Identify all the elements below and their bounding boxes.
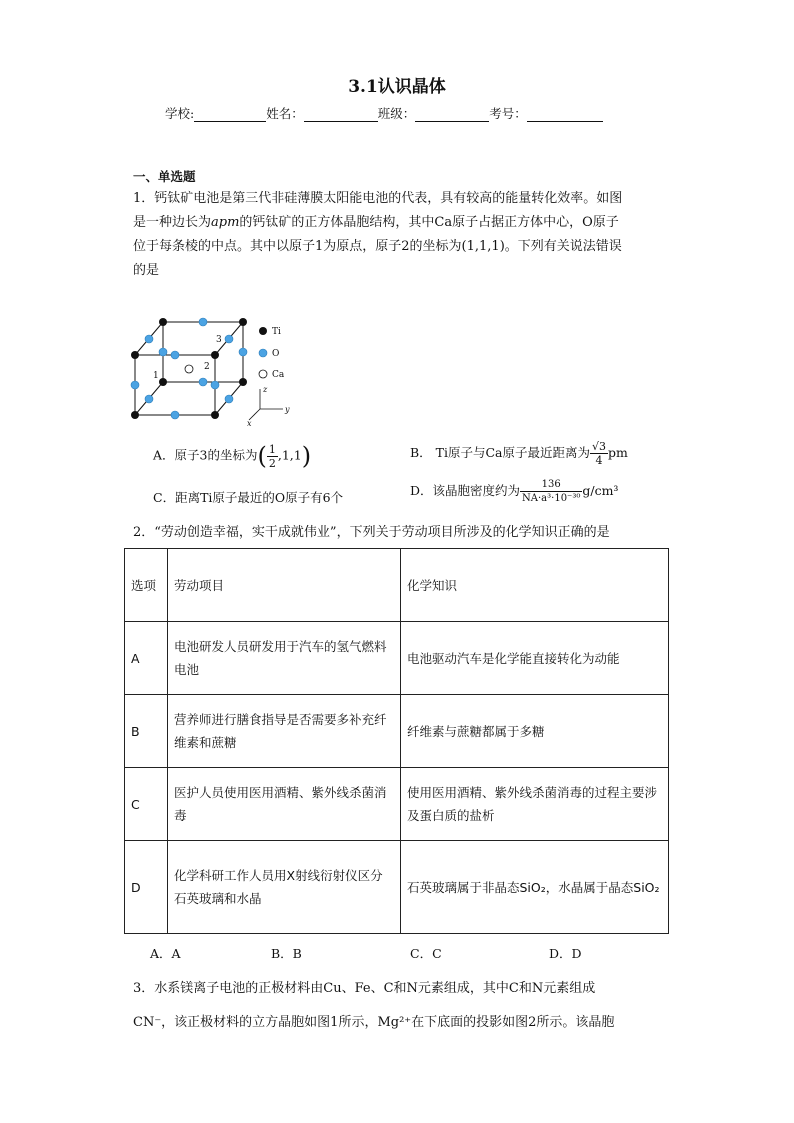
- q2-option-c[interactable]: C．C: [410, 946, 442, 961]
- question-3: [133, 972, 663, 1040]
- axis-z-label: z: [263, 385, 268, 394]
- q1-option-a-text: A．原子3的坐标为: [153, 447, 258, 463]
- q2-stem: 2．“劳动创造幸福，实干成就伟业”，下列关于劳动项目所涉及的化学知识正确的是: [133, 525, 610, 540]
- frac-numerator: 1: [268, 442, 276, 456]
- atom-label-2: 2: [204, 362, 210, 372]
- ti-atom: [239, 318, 247, 326]
- q1-option-a[interactable]: A．原子3的坐标为( $\frac{1}{2}$ ,1,1): [153, 442, 312, 470]
- page-title: 3.1认识晶体: [348, 77, 446, 97]
- q1-line2b: 的钙钛矿的正方体晶胞结构，其中Ca原子占据正方体中心，O原子: [239, 215, 619, 230]
- q1-option-b-fraction: [590, 440, 608, 467]
- o-atom: [145, 335, 153, 343]
- row-project: 电池研发人员研发用于汽车的氢气燃料电池: [168, 622, 401, 695]
- class-blank[interactable]: [415, 107, 489, 122]
- ti-atom: [159, 378, 167, 386]
- row-knowledge: 使用医用酒精、紫外线杀菌消毒的过程主要涉及蛋白质的盐析: [401, 768, 669, 841]
- table-row: [125, 841, 669, 934]
- row-key: D: [125, 841, 168, 934]
- school-blank[interactable]: [194, 107, 266, 122]
- q1-option-b-unit: pm: [608, 445, 628, 460]
- legend-ca-label: Ca: [272, 370, 285, 380]
- q1-line2: [133, 211, 663, 235]
- legend-o-label: O: [272, 349, 280, 359]
- o-atom: [171, 351, 179, 359]
- legend-ti-label: Ti: [272, 327, 281, 337]
- legend-ti-marker: [259, 327, 267, 335]
- q1-coord: (1,1,1): [461, 239, 505, 254]
- row-key: C: [125, 768, 168, 841]
- question-1: [133, 187, 663, 283]
- ca-atom: [185, 365, 193, 373]
- header-project: 劳动项目: [168, 549, 401, 622]
- q1-option-d-unit: g/cm³: [582, 483, 619, 498]
- frac-denominator: 2: [268, 456, 276, 470]
- o-atom: [225, 395, 233, 403]
- ti-atom: [211, 351, 219, 359]
- frac-numerator: √3: [592, 440, 607, 453]
- header-key: 选项: [125, 549, 168, 622]
- name-blank[interactable]: [304, 107, 378, 122]
- o-atom: [145, 395, 153, 403]
- atom-label-3: 3: [216, 335, 222, 345]
- o-atom: [159, 348, 167, 356]
- q1-option-c[interactable]: [153, 488, 343, 506]
- q2-option-b[interactable]: B．B: [271, 946, 302, 961]
- o-atom: [239, 348, 247, 356]
- q1-line4: 的是: [133, 263, 160, 278]
- table-row: [125, 768, 669, 841]
- axis-y-label: y: [285, 405, 290, 414]
- o-atom: [225, 335, 233, 343]
- atom-label-1: 1: [153, 371, 159, 381]
- frac-denominator: 4: [595, 454, 603, 467]
- q1-option-b-text: B． Ti原子与Ca原子最近距离为: [410, 445, 591, 460]
- o-atom: [131, 381, 139, 389]
- axis-x-label: x: [247, 419, 252, 427]
- q1-line2a: 是一种边长为: [133, 215, 212, 230]
- legend-o-marker: [259, 349, 267, 357]
- q1-line1: 1．钙钛矿电池是第三代非硅薄膜太阳能电池的代表，具有较高的能量转化效率。如图: [133, 191, 623, 206]
- ti-atom: [211, 411, 219, 419]
- name-label: 姓名：: [266, 106, 304, 121]
- row-knowledge: 石英玻璃属于非晶态SiO₂，水晶属于晶态SiO₂: [401, 841, 669, 934]
- header-knowledge: 化学知识: [401, 549, 669, 622]
- exam-no-label: 考号：: [489, 106, 527, 121]
- row-key: B: [125, 695, 168, 768]
- section-title: 一、单选题: [133, 169, 196, 184]
- q3-line1: 3．水系镁离子电池的正极材料由Cu、Fe、C和N元素组成，其中C和N元素组成: [133, 981, 596, 996]
- q1-line3a: 位于每条棱的中点。其中以原子1为原点，原子2的坐标为: [133, 239, 462, 254]
- q1-option-d-text: D．该晶胞密度约为: [410, 483, 521, 498]
- table-row: [125, 695, 669, 768]
- o-atom: [199, 318, 207, 326]
- table-header-row: [125, 549, 669, 622]
- row-knowledge: 纤维素与蔗糖都属于多糖: [401, 695, 669, 768]
- q1-option-a-rest: ,1,1: [277, 447, 302, 463]
- q1-var: apm: [211, 215, 240, 230]
- class-label: 班级：: [377, 106, 416, 121]
- table-row: [125, 622, 669, 695]
- frac-numerator: 136: [520, 478, 582, 492]
- ti-atom: [131, 351, 139, 359]
- q2-option-a[interactable]: A．A: [150, 946, 181, 961]
- ti-atom: [239, 378, 247, 386]
- ti-atom: [131, 411, 139, 419]
- q2-option-d[interactable]: D．D: [549, 946, 582, 961]
- school-label: 学校:: [165, 106, 195, 121]
- q1-option-d-fraction: [520, 478, 582, 505]
- q1-option-c-text: C．距离Ti原子最近的O原子有6个: [153, 490, 344, 505]
- o-atom: [211, 381, 219, 389]
- exam-no-blank[interactable]: [527, 107, 603, 122]
- student-info-line: [165, 104, 603, 122]
- legend-ca-marker: [259, 370, 267, 378]
- row-project: 医护人员使用医用酒精、紫外线杀菌消毒: [168, 768, 401, 841]
- o-atom: [199, 378, 207, 386]
- q2-table: [124, 548, 669, 934]
- q3-line2: CN⁻，该正极材料的立方晶胞如图1所示，Mg²⁺在下底面的投影如图2所示。该晶胞: [133, 1015, 615, 1030]
- q1-option-d[interactable]: [410, 478, 618, 505]
- row-project: 化学科研工作人员用X射线衍射仪区分石英玻璃和水晶: [168, 841, 401, 934]
- q1-line3b: 。下列有关说法错误: [504, 239, 622, 254]
- ti-atom: [159, 318, 167, 326]
- q1-option-a-fraction: [267, 443, 278, 470]
- o-atom: [171, 411, 179, 419]
- row-project: 营养师进行膳食指导是否需要多补充纤维素和蔗糖: [168, 695, 401, 768]
- frac-denominator: NA·a³·10⁻³⁰: [522, 493, 581, 504]
- row-key: A: [125, 622, 168, 695]
- perovskite-cell-figure: [125, 312, 300, 427]
- q1-option-b[interactable]: [410, 440, 628, 467]
- row-knowledge: 电池驱动汽车是化学能直接转化为动能: [401, 622, 669, 695]
- q1-line3: [133, 235, 663, 259]
